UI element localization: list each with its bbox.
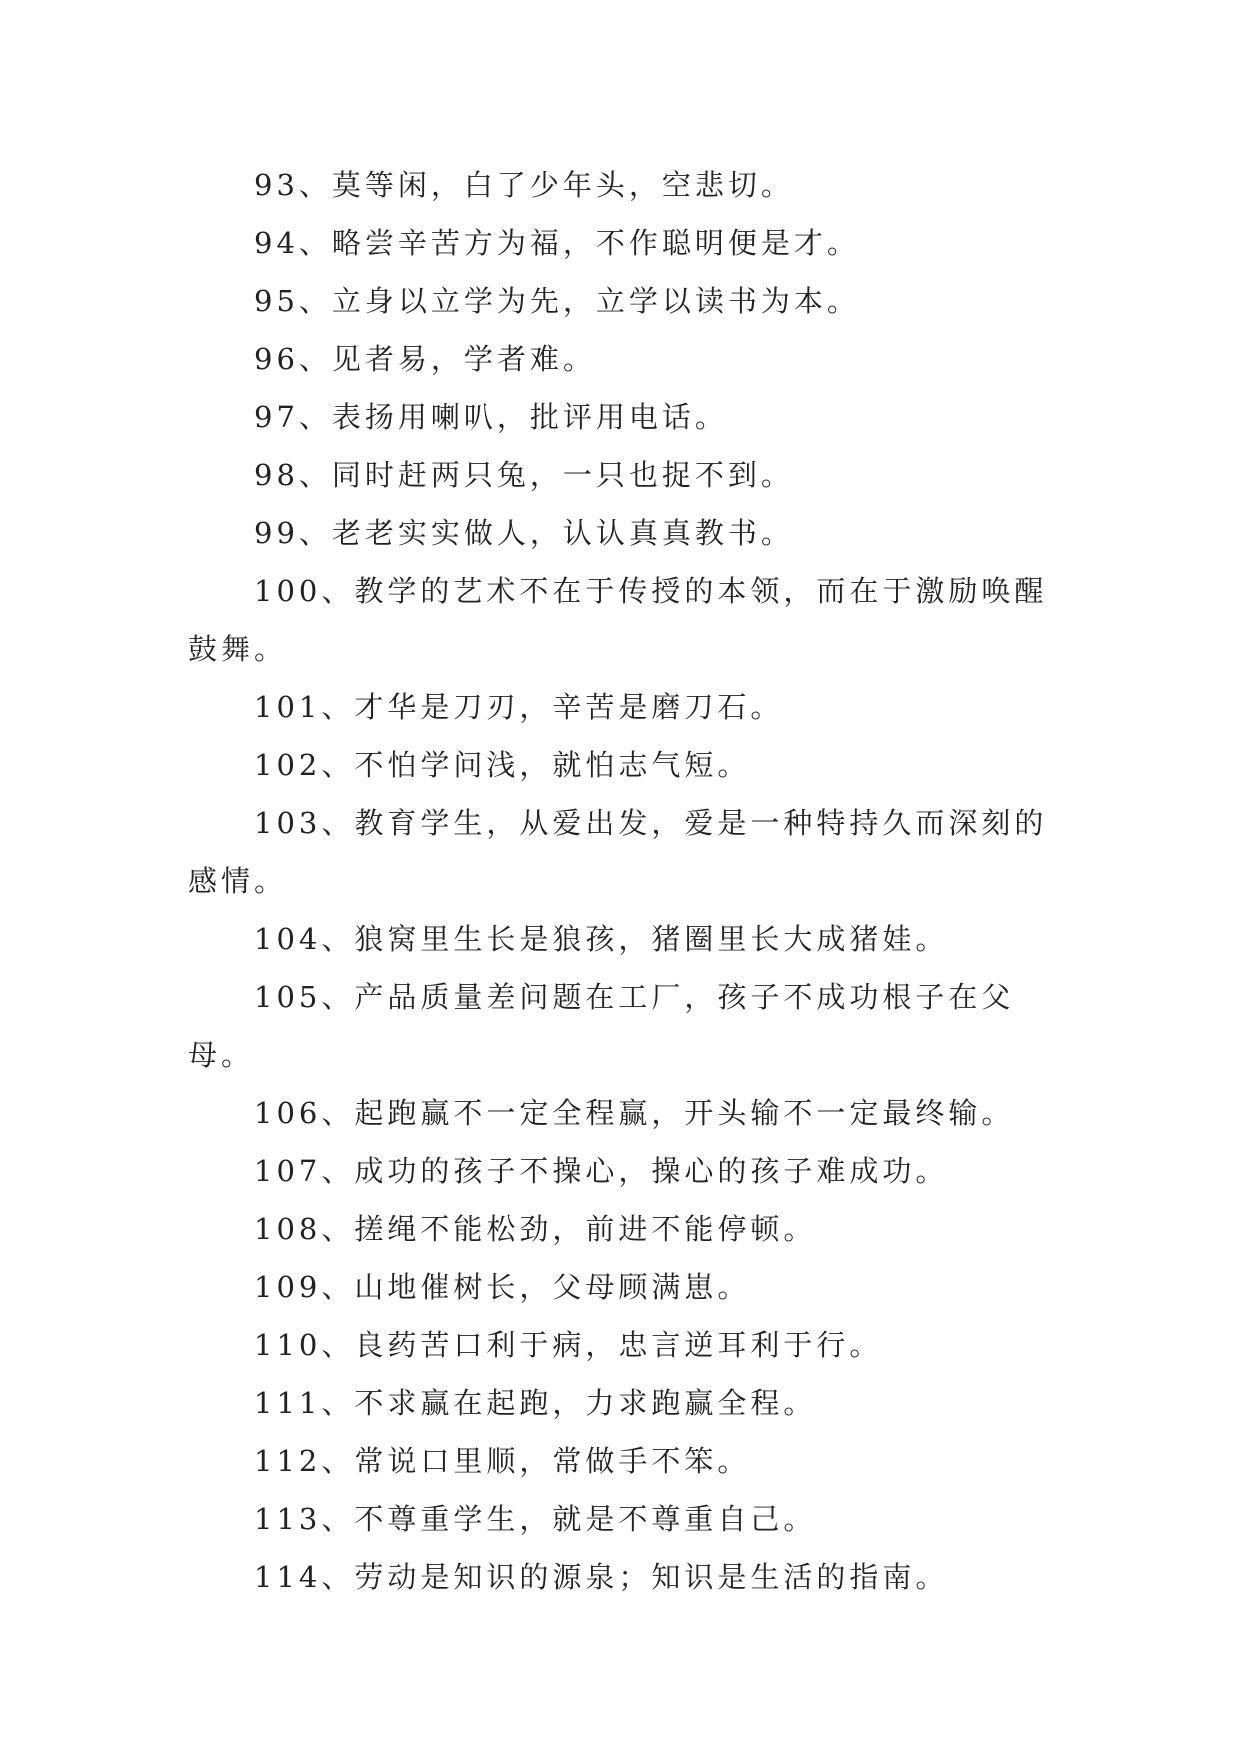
- document-body: [188, 156, 1078, 1606]
- paragraph-94: 94、略尝辛苦方为福，不作聪明便是才。: [254, 226, 860, 260]
- paragraph-100: 100、教学的艺术不在于传授的本领，而在于激励唤醒鼓舞。: [188, 574, 1048, 666]
- paragraph-108: 108、搓绳不能松劲，前进不能停顿。: [254, 1212, 817, 1246]
- paragraph-109: 109、山地催树长，父母顾满崽。: [254, 1270, 751, 1304]
- paragraph-98: 98、同时赶两只兔，一只也捉不到。: [254, 458, 794, 492]
- paragraph-110: 110、良药苦口利于病，忠言逆耳利于行。: [254, 1328, 883, 1362]
- paragraph-101: 101、才华是刀刃，辛苦是磨刀石。: [254, 690, 784, 724]
- paragraph-93: 93、莫等闲，白了少年头，空悲切。: [254, 168, 794, 202]
- paragraph-112: 112、常说口里顺，常做手不笨。: [254, 1444, 751, 1478]
- paragraph-97: 97、表扬用喇叭，批评用电话。: [254, 400, 728, 434]
- paragraph-105: 105、产品质量差问题在工厂，孩子不成功根子在父母。: [188, 980, 1015, 1072]
- paragraph-103: 103、教育学生，从爱出发，爱是一种特持久而深刻的感情。: [188, 806, 1048, 898]
- paragraph-104: 104、狼窝里生长是狼孩，猪圈里长大成猪娃。: [254, 922, 949, 956]
- paragraph-99: 99、老老实实做人，认认真真教书。: [254, 516, 794, 550]
- paragraph-107: 107、成功的孩子不操心，操心的孩子难成功。: [254, 1154, 949, 1188]
- paragraph-113: 113、不尊重学生，就是不尊重自己。: [254, 1502, 817, 1536]
- paragraph-106: 106、起跑赢不一定全程赢，开头输不一定最终输。: [254, 1096, 1015, 1130]
- paragraph-111: 111、不求赢在起跑，力求跑赢全程。: [254, 1386, 817, 1420]
- paragraph-114: 114、劳动是知识的源泉；知识是生活的指南。: [254, 1560, 949, 1594]
- paragraph-102: 102、不怕学问浅，就怕志气短。: [254, 748, 751, 782]
- paragraph-95: 95、立身以立学为先，立学以读书为本。: [254, 284, 860, 318]
- paragraph-96: 96、见者易，学者难。: [254, 342, 596, 376]
